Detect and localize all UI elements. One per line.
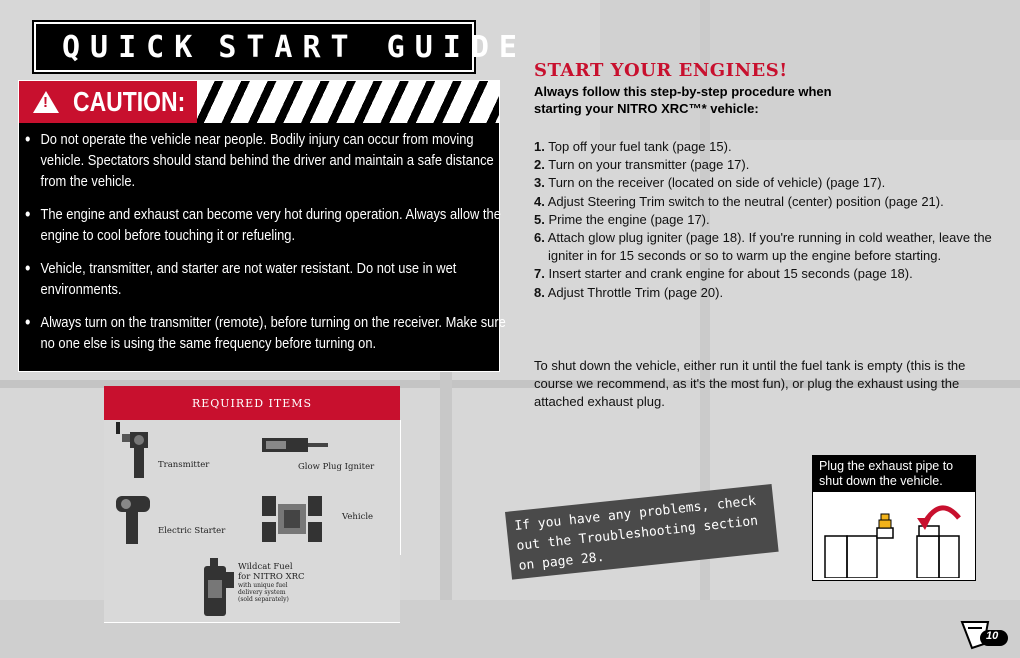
engines-heading: START YOUR ENGINES! xyxy=(534,60,788,81)
caution-panel xyxy=(18,80,506,372)
troubleshooting-text: If you have any problems, check out the Troubleshooting section on page 28. xyxy=(513,493,759,574)
helmet-logo-icon xyxy=(958,618,1010,650)
transmitter-cell xyxy=(104,420,255,485)
glow-plug-cell xyxy=(254,420,401,485)
glow-plug-label: Glow Plug Igniter xyxy=(298,462,375,472)
glow-plug-igniter-icon xyxy=(262,434,332,464)
required-items-heading: REQUIRED ITEMS xyxy=(104,386,400,420)
step-item xyxy=(534,265,994,283)
step-text: Attach glow plug igniter (page 18). If you're running in cold weather, leave the igniter in for 15 seconds or so to warm up the engine before starting. xyxy=(547,230,992,264)
transmitter-icon xyxy=(116,422,166,482)
step-item xyxy=(534,211,994,229)
caution-item: • Always turn on the transmitter (remote), before turning on the receiver. Make sure no one else is using the same frequency before turning on. xyxy=(25,312,513,354)
step-item xyxy=(534,193,994,211)
step-number: 2. xyxy=(534,157,545,173)
electric-starter-icon xyxy=(114,488,164,548)
fuel-bottle-icon xyxy=(200,558,240,618)
quick-start-title xyxy=(34,22,527,72)
caution-header xyxy=(19,81,499,123)
step-text: Adjust Steering Trim switch to the neutral (center) position (page 21). xyxy=(547,193,944,209)
step-item xyxy=(534,229,994,265)
vehicle-label: Vehicle xyxy=(342,512,374,522)
caution-item: • Vehicle, transmitter, and starter are not water resistant. Do not use in wet environments. xyxy=(25,258,513,300)
warning-triangle-icon: ! xyxy=(33,91,59,113)
transmitter-label: Transmitter xyxy=(158,460,210,470)
starter-cell xyxy=(104,484,255,555)
shutdown-paragraph: To shut down the vehicle, either run it until the fuel tank is empty (this is the course we recommend, as it's the most fun), or plug the exhaust using the attached exhaust plug. xyxy=(534,358,966,409)
caution-item: • Do not operate the vehicle near people. Bodily injury can occur from moving vehicle. Spectators should stand behind the driver and maintain a safe distance from the vehicle. xyxy=(25,129,513,192)
step-number: 7. xyxy=(534,266,545,282)
caution-label-box xyxy=(19,81,197,123)
step-item xyxy=(534,174,994,192)
exhaust-caption: Plug the exhaust pipe to shut down the vehicle. xyxy=(813,456,975,492)
step-number: 1. xyxy=(534,139,545,154)
fuel-label-line5: (sold separately) xyxy=(238,596,289,603)
step-text: Insert starter and crank engine for about 15 seconds (page 18). xyxy=(548,266,913,282)
starter-label: Electric Starter xyxy=(158,526,226,536)
caution-list xyxy=(25,129,506,366)
required-items-panel xyxy=(104,386,400,622)
step-number: 3. xyxy=(534,175,545,191)
step-number: 4. xyxy=(534,193,545,209)
engines-subtitle: Always follow this step-by-step procedure when starting your NITRO XRC™* vehicle: xyxy=(534,84,832,116)
vehicle-cell xyxy=(254,484,401,555)
step-number: 5. xyxy=(534,211,545,227)
brand-logo-page-number xyxy=(958,618,1010,650)
step-text: Top off your fuel tank (page 15). xyxy=(548,139,732,154)
step-item xyxy=(534,156,994,174)
exhaust-diagram-icon xyxy=(813,492,973,578)
page-number: 10 xyxy=(986,630,999,642)
step-text: Prime the engine (page 17). xyxy=(548,211,710,227)
fuel-label-line4: delivery system xyxy=(238,589,286,596)
title-quick: QUICK xyxy=(62,29,203,65)
step-number: 6. xyxy=(534,230,545,246)
step-number: 8. xyxy=(534,284,545,300)
step-text: Turn on the receiver (located on side of vehicle) (page 17). xyxy=(548,175,886,191)
caution-item: • The engine and exhaust can become very hot during operation. Always allow the engine to cool before touching it or refueling. xyxy=(25,204,513,246)
fuel-cell xyxy=(104,554,400,623)
fuel-label-line3: with unique fuel xyxy=(238,582,288,589)
step-text: Adjust Throttle Trim (page 20). xyxy=(547,284,724,300)
exhaust-plug-panel xyxy=(812,455,976,581)
vehicle-icon xyxy=(260,490,330,550)
caution-label: CAUTION: xyxy=(73,86,186,117)
steps-list xyxy=(534,138,994,302)
step-text: Turn on your transmitter (page 17). xyxy=(548,157,750,173)
step-item xyxy=(534,138,994,156)
title-start-guide: START GUIDE xyxy=(218,29,527,65)
fuel-label-line1: Wildcat Fuel xyxy=(238,562,293,572)
step-item xyxy=(534,284,994,302)
fuel-label-line2: for NITRO XRC xyxy=(238,572,305,582)
fuel-text xyxy=(238,562,305,603)
hazard-stripes xyxy=(197,81,499,123)
